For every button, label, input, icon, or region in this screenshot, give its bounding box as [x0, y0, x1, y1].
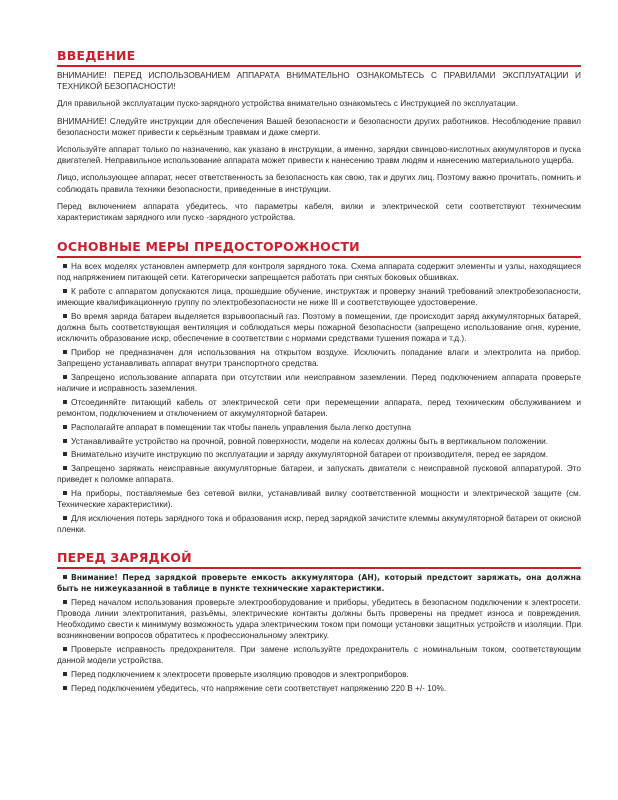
list-item: На приборы, поставляемые без сетевой вилки, устанавливай вилку соответственной мощности и электрической защите (см. Технические характеристики).	[57, 487, 581, 510]
bullet-icon	[63, 647, 67, 651]
bullet-icon	[63, 516, 67, 520]
list-item: Отсоединяйте питающий кабель от электрической сети при перемещении аппарата, перед техническим обслуживанием и ремонтом, подключением и отключением от аккумуляторной батареи.	[57, 396, 581, 419]
before-charging-divider	[57, 567, 581, 569]
bullet-icon	[63, 672, 67, 676]
intro-paragraph: Для правильной эксплуатации пуско-зарядного устройства внимательно ознакомьтесь с Инструкцией по эксплуатации.	[57, 98, 518, 109]
list-item: Перед началом использования проверьте электрооборудование и приборы, убедитесь в безопасном подключении к электросети. Провода линии электропитания, разъёмы, электрические контакты должны быть проверены на предмет износа и повреждения. Необходимо свести к минимуму возможность удара электрическим током при помощи установки защитных устройств и изоляции. При возникновении вопросов обратитесь к профессиональному электрику.	[57, 596, 581, 641]
list-item: Перед подключением убедитесь, что напряжение сети соответствует напряжению 220 В +/- 10%.	[57, 683, 581, 694]
list-item: Проверьте исправность предохранителя. При замене используйте предохранитель с номинальным током, соответствующим данной модели устройства.	[57, 643, 581, 666]
document-page	[57, 48, 581, 696]
before-charging-title: ПЕРЕД ЗАРЯДКОЙ	[57, 549, 192, 565]
list-item: Устанавливайте устройство на прочной, ровной поверхности, модели на колесах должны быть в вертикальном положении.	[57, 436, 581, 447]
list-item: На всех моделях установлен амперметр для контроля зарядного тока. Схема аппарата содержит элементы и узлы, находящиеся под напряжением питающей сети. Категорически запрещается работать при снятых боковых обшивках.	[57, 261, 581, 283]
bullet-icon	[63, 575, 67, 579]
bullet-icon	[63, 375, 67, 379]
bullet-icon	[63, 314, 67, 318]
bullet-icon	[63, 289, 67, 293]
list-item: Располагайте аппарат в помещении так чтобы панель управления была легко доступна	[57, 422, 581, 433]
intro-paragraph: Лицо, использующее аппарат, несет ответственность за безопасность как свою, так и других лиц. Поэтому важно прочитать, помнить и соблюдать правила техники безопасности, приведенные в инструкции.	[57, 172, 581, 194]
list-item: Прибор не предназначен для использования на открытом воздухе. Исключить попадание влаги и электролита на прибор. Запрещено устанавливать аппарат внутри транспортного средства.	[57, 347, 581, 369]
bullet-icon	[63, 425, 67, 429]
list-item: Перед подключением к электросети проверьте изоляцию проводов и электроприборов.	[57, 669, 581, 680]
list-item-warning: Внимание! Перед зарядкой проверьте емкость аккумулятора (АН), который предстоит заряжать, она должна быть не нижеуказанной в таблице в пункте технические характеристики.	[57, 572, 581, 593]
bullet-icon	[63, 400, 67, 404]
list-item: Запрещено заряжать неисправные аккумуляторные батареи, и запускать двигатели с неисправной пусковой аппаратурой. Это приведет к поломке аппарата.	[57, 462, 581, 485]
list-item: Внимательно изучите инструкцию по эксплуатации и заряду аккумуляторной батареи от производителя, перед ее зарядом.	[57, 449, 581, 460]
precautions-divider	[57, 256, 581, 258]
before-charging-list	[57, 572, 581, 694]
intro-warning: ВНИМАНИЕ! ПЕРЕД ИСПОЛЬЗОВАНИЕМ АППАРАТА ВНИМАТЕЛЬНО ОЗНАКОМЬТЕСЬ С ПРАВИЛАМИ ЭКСПЛУАТАЦИИ И ТЕХНИКОЙ БЕЗОПАСНОСТИ!	[57, 70, 581, 92]
bullet-icon	[63, 466, 67, 470]
list-item: Во время заряда батареи выделяется взрывоопасный газ. Поэтому в помещении, где происходит заряд аккумуляторных батарей, должна быть соответствующая вентиляция и соблюдаться меры пожарной безопасности (запрещено использование огня, курение, исключить образование искр, обеспечение в соответствии с нормами средствами тушения пожара и т.д.).	[57, 311, 581, 344]
precautions-title: ОСНОВНЫЕ МЕРЫ ПРЕДОСТОРОЖНОСТИ	[57, 239, 360, 255]
bullet-icon	[63, 439, 67, 443]
list-item: К работе с аппаратом допускаются лица, прошедшие обучение, инструктаж и проверку знаний требований электробезопасности, имеющие квалификационную группу по электробезопасности не ниже III и соответствующее удостоверение.	[57, 286, 581, 308]
bullet-icon	[63, 452, 67, 456]
intro-paragraph: Перед включением аппарата убедитесь, что параметры кабеля, вилки и электрической сети соответствуют техническим характеристикам зарядного или пуско -зарядного устройства.	[57, 200, 581, 223]
bullet-icon	[63, 264, 67, 268]
bullet-icon	[63, 491, 67, 495]
intro-title: ВВЕДЕНИЕ	[57, 48, 136, 63]
bullet-icon	[63, 686, 67, 690]
bullet-icon	[63, 350, 67, 354]
bullet-icon	[63, 600, 67, 604]
precautions-list	[57, 261, 581, 535]
intro-divider	[57, 65, 581, 67]
list-item: Запрещено использование аппарата при отсутствии или неисправном заземлении. Перед подключением аппарата проверьте наличие и исправность заземления.	[57, 372, 581, 394]
intro-paragraph: Используйте аппарат только по назначению, как указано в инструкции, а именно, зарядки свинцово-кислотных аккумуляторов и пуска двигателей. Неправильное использование аппарата может привести к нанесению травм людям и нанесению материального ущерба.	[57, 144, 581, 166]
intro-paragraph: ВНИМАНИЕ! Следуйте инструкции для обеспечения Вашей безопасности и безопасности других работников. Несоблюдение правил безопасности может привести к серьёзным травмам и даже смерти.	[57, 115, 581, 137]
list-item: Для исключения потерь зарядного тока и образования искр, перед зарядкой зачистите клеммы аккумуляторной батареи от окисной пленки.	[57, 512, 581, 534]
